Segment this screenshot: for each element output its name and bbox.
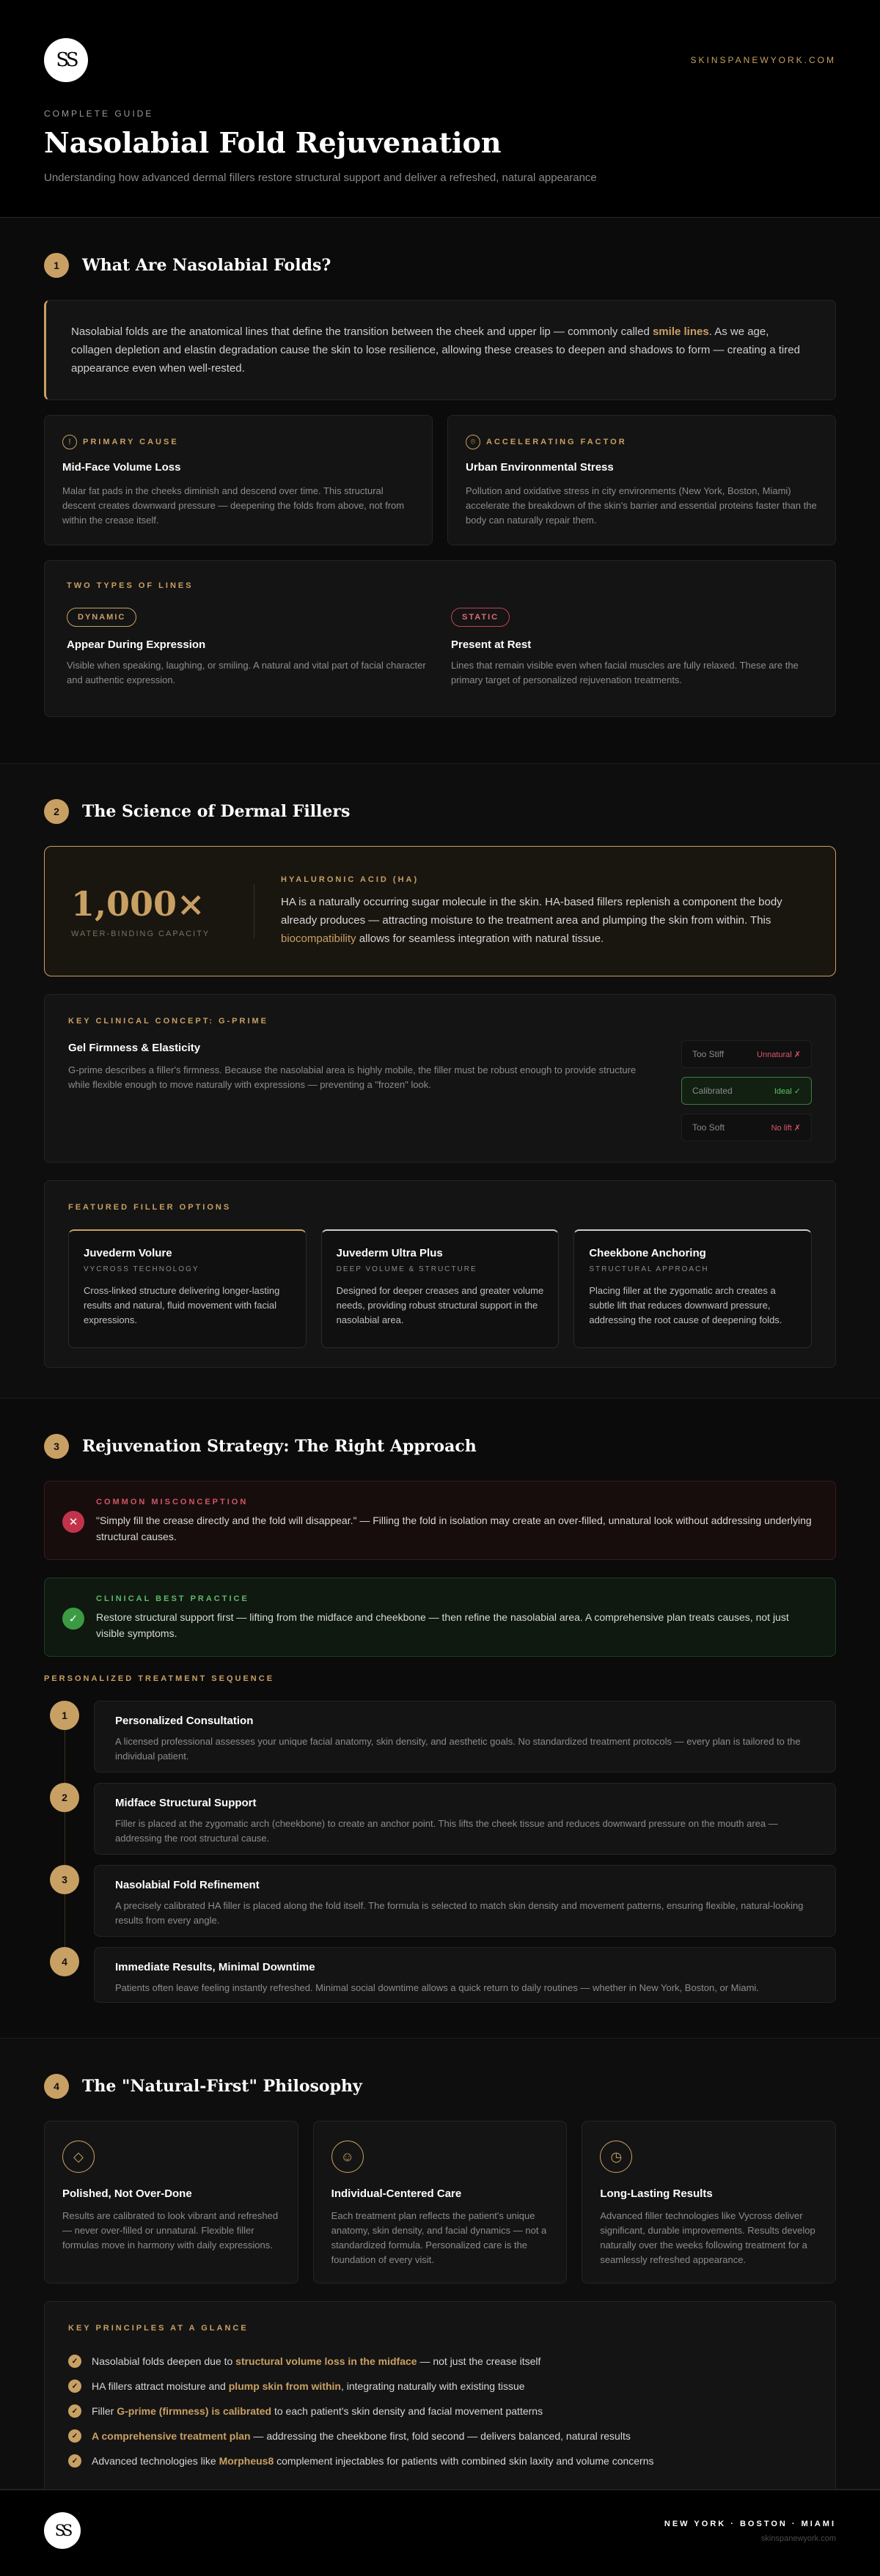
card-title: Mid-Face Volume Loss [62,461,181,474]
card-text: Each treatment plan reflects the patient's unique anatomy, skin density, and facial dynamics — not a standardized formula. Personalized care is the foundation of every visit. [331,2210,547,2265]
step-number: 3 [50,1865,79,1894]
step-text: A licensed professional assesses your unique facial anatomy, skin density, and aesthetic goals. No standardized treatment protocols — every plan is tailored to the individual patient. [115,1736,801,1762]
check-icon: ✓ [68,2429,81,2443]
fillers-label: FEATURED FILLER OPTIONS [68,1203,232,1212]
ha-highlight-card [44,846,836,976]
card-text: Results are calibrated to look vibrant and refreshed — never over-filled or unnatural. Flexible filler formulas move in harmony with daily expressions. [62,2210,279,2251]
type-static [451,608,813,688]
intro-text-b: . As we age, collagen depletion and elastin degradation cause the skin to lose resilience, allowing these creases to deepen and shadows to form — creating a tired appearance even when well-rested. [71,325,800,375]
principle-item: ✓ Nasolabial folds deepen due to structural volume loss in the midface — not just the crease itself [68,2349,812,2374]
card-title: Polished, Not Over-Done [62,2187,192,2200]
footer-url[interactable]: skinspanewyork.com [760,2534,836,2543]
step-text: A precisely calibrated HA filler is placed along the fold itself. The formula is selected to match skin density and movement patterns, ensuring flexible, natural-looking results from every angle. [115,1900,804,1926]
section-number: 1 [44,253,69,278]
step-text: Filler is placed at the zygomatic arch (cheekbone) to create an anchor point. This lifts the cheek tissue and reduces downward pressure on the mouth area — addressing the root structural cause. [115,1818,778,1844]
intro-highlight: smile lines [652,325,709,338]
filler-card-cheekbone[interactable] [573,1229,812,1348]
intro-text-a: Nasolabial folds are the anatomical lines that define the transition between the cheek and upper lip — commonly called [71,325,653,338]
fillers-card [44,1180,836,1368]
section-what-are-folds [0,218,880,764]
check-icon: ✓ [62,1608,84,1630]
gprime-text: G-prime describes a filler's firmness. Because the nasolabial area is highly mobile, the filler must be robust enough to provide structure while flexible enough to move naturally with expressions — preventing a "frozen" look. [68,1064,637,1090]
gprime-title: Gel Firmness & Elasticity [68,1042,201,1054]
principles-label: KEY PRINCIPLES AT A GLANCE [68,2324,249,2333]
card-label: PRIMARY CAUSE [83,438,179,446]
type-text: Visible when speaking, laughing, or smiling. A natural and vital part of facial character and authentic expression. [67,660,426,685]
cause-card [44,415,433,545]
section-philosophy [0,2039,880,2489]
alert-label: COMMON MISCONCEPTION [96,1498,249,1506]
type-title: Present at Rest [451,639,532,651]
page-footer [0,2489,880,2576]
sequence-label: PERSONALIZED TREATMENT SEQUENCE [44,1674,275,1683]
filler-tag: VYCROSS TECHNOLOGY [84,1265,199,1273]
ha-text-a: HA is a naturally occurring sugar molecule in the skin. HA-based fillers replenish a component the body already produces — attracting moisture to the treatment area and plumping the skin from within. This [281,895,782,927]
step-item [44,1865,836,1937]
filler-text: Cross-linked structure delivering longer-lasting results and natural, fluid movement with facial expressions. [84,1285,280,1325]
gprime-row-stiff: Too Stiff Unnatural ✗ [681,1040,812,1068]
check-icon: ✓ [68,2404,81,2418]
page-title: Nasolabial Fold Rejuvenation [44,126,502,159]
section-title: The "Natural-First" Philosophy [82,2077,362,2096]
card-title: Long-Lasting Results [600,2187,713,2200]
principle-item: ✓ HA fillers attract moisture and plump skin from within, integrating naturally with existing tissue [68,2374,812,2399]
section-science [0,764,880,1399]
alert-text: Restore structural support first — lifting from the midface and cheekbone — then refine the nasolabial area. A comprehensive plan treats causes, not just visible symptoms. [96,1611,789,1639]
check-icon: ✓ [68,2454,81,2468]
target-icon: ⌾ [466,435,480,449]
section-title: The Science of Dermal Fillers [82,802,351,821]
gprime-row-soft: Too Soft No lift ✗ [681,1114,812,1141]
gprime-scale [681,1040,812,1150]
type-title: Appear During Expression [67,639,206,651]
type-text: Lines that remain visible even when facial muscles are fully relaxed. These are the primary target of personalized rejuvenation treatments. [451,660,799,685]
footer-logo[interactable]: SS [44,2512,81,2549]
philosophy-card [313,2121,568,2284]
filler-text: Designed for deeper creases and greater volume needs, providing robust structural support in the nasolabial area. [336,1285,544,1325]
filler-title: Cheekbone Anchoring [589,1247,706,1259]
page-header [0,0,880,218]
shield-icon: ◇ [62,2141,95,2173]
filler-tag: STRUCTURAL APPROACH [589,1265,709,1273]
dynamic-pill: DYNAMIC [67,608,136,627]
philosophy-card [44,2121,298,2284]
x-icon: ✕ [62,1511,84,1533]
types-label: TWO TYPES OF LINES [67,581,194,590]
step-title: Immediate Results, Minimal Downtime [115,1961,315,1973]
misconception-alert [44,1481,836,1560]
card-title: Urban Environmental Stress [466,461,614,474]
step-number: 4 [50,1947,79,1976]
site-link[interactable]: SKINSPANEWYORK.COM [690,55,836,65]
alert-icon: ! [62,435,77,449]
section-number: 2 [44,799,69,824]
step-item [44,1701,836,1773]
principle-item: ✓ A comprehensive treatment plan — addressing the cheekbone first, fold second — delivers balanced, natural results [68,2424,812,2448]
principle-item: ✓ Advanced technologies like Morpheus8 complement injectables for patients with combined skin laxity and volume concerns [68,2448,812,2473]
card-title: Individual-Centered Care [331,2187,462,2200]
ha-caption: WATER-BINDING CAPACITY [71,930,210,938]
section-title: What Are Nasolabial Folds? [82,256,331,275]
ha-highlight: biocompatibility [281,932,356,945]
type-dynamic [67,608,429,688]
filler-title: Juvederm Volure [84,1247,172,1259]
check-icon: ✓ [68,2355,81,2368]
eyebrow: COMPLETE GUIDE [44,108,154,119]
principle-item: ✓ Filler G-prime (firmness) is calibrated to each patient's skin density and facial movement patterns [68,2399,812,2424]
ha-label: HYALURONIC ACID (HA) [281,875,419,884]
intro-card [44,300,836,400]
check-icon: ✓ [68,2380,81,2393]
person-icon: ☺ [331,2141,364,2173]
brand-logo[interactable]: SS [44,38,88,82]
filler-title: Juvederm Ultra Plus [336,1247,443,1259]
page-subtitle: Understanding how advanced dermal fillers restore structural support and deliver a refreshed, natural appearance [44,172,597,184]
clock-icon: ◷ [600,2141,632,2173]
principles-card [44,2301,836,2511]
filler-text: Placing filler at the zygomatic arch creates a subtle lift that reduces downward pressure, addressing the root cause of deepening folds. [589,1285,782,1325]
step-item [44,1947,836,2003]
step-item [44,1783,836,1855]
step-title: Nasolabial Fold Refinement [115,1879,260,1891]
card-label: ACCELERATING FACTOR [486,438,627,446]
factor-card [447,415,836,545]
step-title: Personalized Consultation [115,1715,254,1727]
filler-card-volure[interactable] [68,1229,307,1348]
section-number: 4 [44,2074,69,2099]
section-title: Rejuvenation Strategy: The Right Approach [82,1437,477,1456]
section-number: 3 [44,1434,69,1459]
filler-card-ultra-plus[interactable] [321,1229,560,1348]
ha-stat: 1,000× [71,884,205,924]
alert-text: "Simply fill the crease directly and the fold will disappear." — Filling the fold in isolation may create an over-filled, unnatural look without addressing underlying structural causes. [96,1515,812,1542]
step-number: 1 [50,1701,79,1730]
card-text: Malar fat pads in the cheeks diminish and descend over time. This structural descent creates downward pressure — deepening the folds from above, not from within the crease itself. [62,485,405,526]
filler-tag: DEEP VOLUME & STRUCTURE [336,1265,477,1273]
gprime-row-calibrated: Calibrated Ideal ✓ [681,1077,812,1105]
static-pill: STATIC [451,608,510,627]
footer-locations: NEW YORK · BOSTON · MIAMI [664,2520,836,2528]
best-practice-alert [44,1578,836,1657]
ha-text-b: allows for seamless integration with natural tissue. [356,932,604,945]
treatment-steps [44,1701,836,2003]
step-number: 2 [50,1783,79,1812]
alert-label: CLINICAL BEST PRACTICE [96,1594,249,1603]
line-types-card [44,560,836,717]
gprime-label: KEY CLINICAL CONCEPT: G-PRIME [68,1017,268,1026]
section-strategy [0,1399,880,2039]
card-text: Advanced filler technologies like Vycross deliver significant, durable improvements. Results develop naturally over the weeks following treatment for a seamlessly refreshed appearance. [600,2210,815,2265]
philosophy-card [582,2121,836,2284]
step-text: Patients often leave feeling instantly refreshed. Minimal social downtime allows a quick return to daily routines — whether in New York, Boston, or Miami. [115,1982,759,1993]
card-text: Pollution and oxidative stress in city environments (New York, Boston, Miami) accelerate the breakdown of the skin's barrier and essential proteins faster than the body can naturally repair them. [466,485,817,526]
step-title: Midface Structural Support [115,1797,257,1809]
gprime-card [44,994,836,1163]
